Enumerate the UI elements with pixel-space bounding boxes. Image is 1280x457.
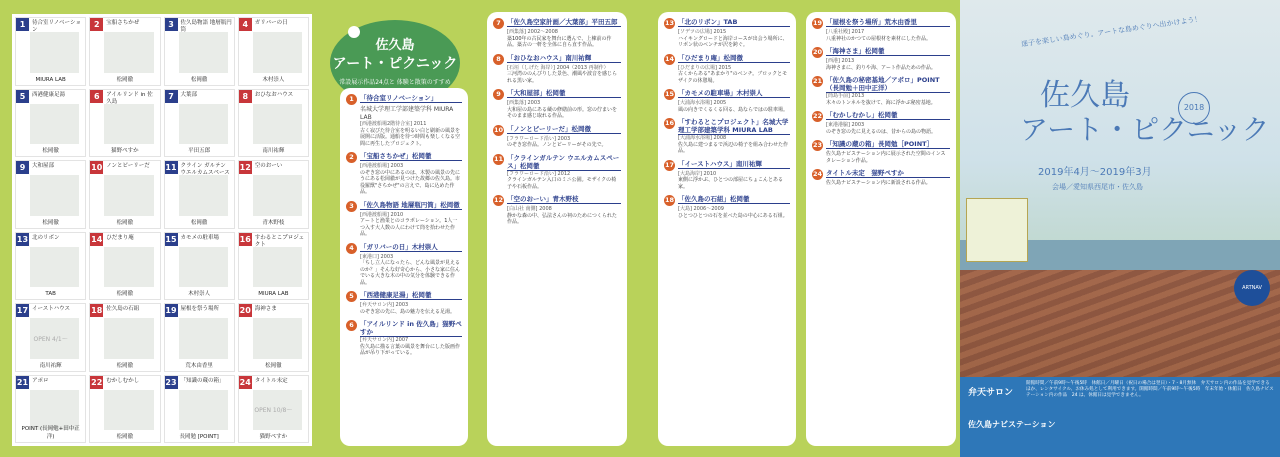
artwork-entry (812, 140, 950, 164)
artwork-number: 6 (90, 90, 103, 103)
entry-location: [東港港脇] 2003 (826, 122, 865, 128)
entry-title: 「おひなおハウス」南川祐輝 (507, 54, 621, 63)
artwork-entry (812, 76, 950, 106)
entry-number: 10 (493, 125, 504, 134)
entry-header (493, 154, 621, 171)
entry-description: 佐久島に建つまるで浜辺の椅子を組み合わせた作品。 (678, 141, 788, 154)
grid-cell (15, 375, 86, 444)
entry-location: [石垣（しげた 海岸）] 2004（2013 再制作） (507, 64, 609, 71)
entry-title: 「海神さま」松岡徹 (826, 47, 950, 56)
artwork-thumbnail (104, 175, 153, 216)
entry-header (346, 291, 462, 302)
artist-name: 松岡徹 (116, 219, 134, 226)
entry-number: 13 (664, 19, 675, 27)
entry-header (346, 243, 462, 254)
wooden-bridge-photo (960, 270, 1280, 380)
artist-name: 松岡徹 (116, 291, 134, 297)
artist-name: 松岡徹 (190, 76, 208, 83)
entry-header (493, 54, 621, 65)
artwork-thumbnail (30, 247, 79, 288)
artwork-name: 待合室リノベーション (32, 20, 81, 33)
entry-description: のぞき窓の先に、島の魅力を伝える足湯。 (360, 308, 456, 315)
entry-location: [西集落] 2002～2008 (507, 29, 558, 35)
entry-number: 18 (664, 196, 675, 204)
entry-title: 「すわるとこプロジェクト」名城大学理工学部建築学科 MIURA LAB (678, 118, 789, 134)
grid-cell (89, 375, 160, 444)
grid-cell (238, 303, 309, 372)
entry-title: 「むかしむかし」松岡徹 (826, 111, 950, 120)
entry-number: 22 (812, 112, 823, 120)
artwork-thumbnail (179, 104, 228, 145)
artist-name: 青木野枝 (262, 219, 285, 226)
grid-cell (238, 89, 309, 158)
entry-header (346, 201, 462, 212)
entry-description: アートと漁業とのコラボレーション。1人一つ入す大人数の人にわけて筒を拾わせた作品。 (360, 218, 458, 237)
artist-name: 猫野ぺすか (259, 434, 288, 440)
entry-header (664, 118, 790, 135)
artist-name: 木村崇人 (262, 76, 285, 83)
artwork-entry (493, 54, 621, 85)
entry-title: 「北のリボン」TAB (678, 18, 790, 27)
entry-description: のぞき窓の先に見えるのは、昔からの島の物語。 (826, 128, 937, 135)
entry-title: 「宝船さちかぜ」松岡徹 (360, 152, 462, 161)
grid-cell (89, 89, 160, 158)
artwork-entry (812, 18, 950, 42)
grid-cell (164, 89, 235, 158)
entry-description: 「ちし立人になったら、どんな風景が見えるのか？」そんな好奇心から、小さな家に住んでいる大きな木の中の気分を体験できる作品。 (360, 260, 461, 286)
entry-location: [筒島手前] 2013 (826, 93, 865, 99)
entry-description: のぞき窓作品。ノンとピーリーがその先で。 (507, 142, 607, 148)
entry-number: 9 (493, 89, 504, 100)
grid-cell (89, 160, 160, 229)
entry-title: 「佐久島物語 地層瓶円筒」松岡徹 (360, 201, 462, 210)
entry-number: 17 (664, 160, 675, 169)
entry-description: のぞき窓の中にあるのは、木製の風景の先にうにある松岡徹が見つけた故郷の佐久島。市役羅獣"さちかぜ"の言えで、島に込めた作品。 (360, 169, 461, 195)
entry-title: 「待合室リノベーション」 (360, 94, 462, 103)
entry-description: 三河湾ののんびりした景色、潮風や波音を感じられる黒い家。 (507, 71, 618, 84)
artwork-entry (664, 160, 790, 191)
artwork-entry (664, 118, 790, 155)
artwork-entry (346, 320, 462, 357)
logo-line2: アート・ピクニック (332, 56, 458, 72)
entry-description: 築100年の古民家を舞台に選んで、上棟前の作品。築古の一軒を全体に自ら直す作品。 (507, 35, 612, 48)
artist-name: 松岡徹 (116, 362, 134, 369)
entry-location: [八重社殿] 2017 (826, 29, 865, 35)
artwork-thumbnail (104, 318, 153, 359)
artwork-number: 21 (16, 377, 29, 387)
description-panel-4 (806, 12, 956, 446)
logo-line1: 佐久島 (375, 38, 415, 53)
artwork-number: 3 (165, 18, 178, 31)
artwork-number: 1 (16, 18, 29, 31)
artwork-name: アイルリンド in 佐久島 (106, 91, 153, 105)
artwork-name: 宝船さちかぜ (106, 20, 140, 26)
artist-name: MIURA LAB (258, 291, 289, 297)
entry-location: [大浦海水浴場] 2008 (678, 135, 727, 141)
entry-description: クラインガルテン入口のミニ公園。モザイクの椅子や石板作品。 (507, 177, 617, 190)
entry-number: 19 (812, 19, 823, 27)
entry-title: 「西港健康足湯」松岡徹 (360, 291, 462, 300)
entry-number: 12 (493, 196, 504, 204)
artwork-thumbnail (30, 175, 79, 216)
artwork-thumbnail (253, 247, 302, 288)
entry-number: 5 (346, 291, 357, 302)
entry-header (812, 18, 950, 29)
artist-name: 猫野ぺすか (111, 148, 139, 154)
entry-title: 「佐久島の石組」松岡徹 (678, 195, 790, 204)
entry-title: 「イーストハウス」南川祐輝 (678, 160, 790, 169)
artwork-number: 10 (91, 163, 103, 172)
artwork-entry (346, 152, 462, 196)
artwork-thumbnail (253, 104, 302, 145)
entry-number: 11 (493, 154, 504, 163)
artwork-name: クライン ガルテン ウエルカムスペース (180, 163, 230, 176)
cover-footer (960, 377, 1280, 457)
entry-description: 風の向きでくるくる回る、島ならではの駐車場。 (678, 106, 788, 113)
entry-title: 「佐久島空家計画／大葉部」平田五郎 (507, 18, 621, 27)
artwork-number: 11 (165, 163, 177, 172)
artwork-thumbnail (253, 318, 302, 359)
artwork-entry (664, 54, 790, 85)
artwork-thumbnail (253, 32, 302, 73)
entry-location: [西港渡船場2階待合室] 2011 (360, 121, 427, 127)
cover-info-text: 開館時間／午前9時～午後5時 休館日／月曜日（祝日の場合は翌日）・7・8月無休 弁天サロン内の作品を見学できるほか、レンタサイクル、お休み処として利用できます。開館時間／午前9時～午後5時 年末年始・休館日 佐久島ナビステーション内の作品 24 は、休館日は見学できません。 (1026, 381, 1274, 399)
artwork-number: 14 (91, 234, 103, 244)
artwork-entry (812, 111, 950, 135)
entry-description: 大和屋の島にある蔵の修繕前の形。窓の佇まいをそのまま感じ取れる作品。 (507, 106, 618, 119)
artwork-thumbnail (179, 318, 228, 359)
artwork-number: 24 (239, 377, 251, 387)
artwork-number: 2 (90, 18, 103, 31)
artwork-thumbnail (179, 175, 228, 216)
artwork-entry (493, 195, 621, 226)
artwork-name: カモメの駐車場 (180, 234, 220, 241)
artwork-name: 佐久島物語 地層瓶円筒 (180, 20, 232, 33)
artwork-entry (493, 18, 621, 49)
cover-title-2: アート・ピクニック (1020, 113, 1270, 146)
entry-number: 16 (664, 119, 675, 127)
artwork-thumbnail (104, 32, 153, 73)
artnav-logo: ARTNAV (1234, 270, 1270, 306)
artwork-number: 16 (239, 234, 251, 244)
grid-cell (89, 232, 160, 301)
entry-number: 14 (664, 54, 675, 63)
entry-artist: 名城大学理工学部建築学科 MIURA LAB (360, 106, 454, 121)
entry-location: [弁天サロン内] 2003 (360, 302, 409, 308)
entry-number: 7 (493, 18, 504, 29)
artwork-name: アポロ (32, 377, 49, 384)
cover-panel (960, 0, 1280, 457)
artist-name: 松岡徹 (265, 362, 282, 369)
grid-cell (238, 375, 309, 444)
entry-header (812, 140, 950, 151)
open-note: OPEN 4/1～ (33, 335, 68, 343)
entry-number: 3 (346, 201, 357, 212)
entry-description: ハイキングロードと海岸コースが出会う場所に、リボン状のベンチが沢を跨ぐ。 (678, 35, 788, 48)
artwork-number: 9 (16, 161, 29, 174)
entry-location: [フラワーロード沿い] 2012 (507, 170, 571, 177)
cover-subtitle: 迷子を楽しい島めぐり。アートな島めぐりへ出かけよう！ (1020, 15, 1202, 49)
entry-number: 20 (812, 48, 823, 56)
artwork-entry (346, 94, 462, 147)
entry-location: [大島] 2006～2009 (678, 206, 724, 212)
artwork-entry (346, 243, 462, 287)
entry-title: 「ガリバーの日」木村崇人 (360, 243, 462, 252)
grid-cell (15, 303, 86, 372)
entry-header (812, 76, 950, 93)
entry-number: 21 (812, 77, 823, 85)
cover-dates: 2019年4月～2019年3月 (1038, 167, 1152, 178)
entry-header (812, 47, 950, 58)
cover-title-1: 佐久島 (1040, 78, 1130, 113)
artwork-name: タイトル未定 (254, 377, 288, 384)
artwork-thumbnail (179, 247, 228, 288)
artwork-number: 12 (239, 163, 251, 172)
artist-name: 南川祐輝 (39, 362, 62, 369)
entry-header (664, 89, 790, 100)
grid-cell (238, 160, 309, 229)
artwork-grid (12, 14, 312, 446)
grid-cell (89, 17, 160, 86)
entry-description: 東側に浮かぶ、ひとつの部屋にちょこんとある家。 (678, 177, 784, 190)
artwork-entry (493, 89, 621, 120)
grid-cell (89, 303, 160, 372)
grid-cell (164, 232, 235, 301)
artwork-number: 17 (16, 306, 29, 315)
artwork-number: 20 (239, 306, 251, 315)
artwork-name: すわるとこプロジェクト (254, 234, 305, 248)
artwork-number: 8 (239, 90, 252, 103)
artwork-name: 空のおーい (254, 163, 283, 169)
map-sign-photo (966, 198, 1028, 262)
artwork-name: 佐久島の石組 (106, 306, 140, 312)
entry-number: 2 (346, 152, 357, 163)
entry-title: 「ノンとピーリーだ」松岡徹 (507, 125, 621, 134)
artist-name: 長岡勉 [POINT] (179, 434, 219, 440)
artwork-name: 屋根を祭う場所 (180, 306, 220, 312)
artist-name: 松岡徹 (42, 219, 59, 226)
artist-name: 松岡徹 (116, 434, 134, 440)
entry-location: [ひだまりの広場] 2015 (678, 64, 732, 71)
entry-title: 「カモメの駐車場」木村崇人 (678, 89, 790, 98)
entry-header (493, 89, 621, 100)
artwork-name: ひだまり庵 (106, 234, 134, 241)
entry-header (346, 320, 462, 337)
artwork-thumbnail (179, 390, 228, 431)
artwork-name: 大和屋部 (32, 163, 55, 169)
entry-title: 「佐久島の秘密基地／アポロ」POINT（長岡勉＋田中正洋） (826, 76, 950, 93)
artwork-name: イーストハウス (32, 306, 70, 312)
entry-header (346, 152, 462, 163)
artist-name: 木村崇人 (188, 291, 211, 297)
entry-location: [大島海岸] 2010 (678, 170, 717, 177)
entry-number: 6 (346, 320, 357, 331)
grid-cell (15, 89, 86, 158)
artwork-number: 15 (165, 234, 177, 244)
artwork-name: ガリバーの日 (254, 20, 288, 26)
description-panel-1 (340, 88, 468, 446)
artwork-number: 4 (239, 18, 252, 31)
entry-description: 八重神社のかつての屋根材を素材にした作品。 (826, 35, 932, 42)
entry-header (664, 160, 790, 171)
artist-name: 荒木由香里 (185, 362, 213, 369)
artwork-entry (346, 201, 462, 238)
entry-location: [ソデツの広場] 2015 (678, 29, 727, 35)
entry-title: 「アイルリンド in 佐久島」猫野ぺすか (360, 320, 462, 336)
entry-number: 8 (493, 54, 504, 65)
artist-name: MIURA LAB (35, 76, 66, 83)
artwork-thumbnail (30, 104, 79, 145)
artwork-entry (664, 18, 790, 49)
artist-name: 平田五郎 (188, 148, 211, 154)
artwork-name: むかしむかし (106, 377, 140, 384)
artwork-number: 19 (165, 306, 177, 315)
entry-title: 「ひだまり庵」松岡徹 (678, 54, 790, 63)
artwork-thumbnail (104, 247, 153, 288)
logo-line3: 常設展示作品24点と 体験と散策のすすめ (339, 79, 451, 86)
grid-cell (15, 232, 86, 301)
artwork-name: 北のリボン (32, 234, 60, 241)
entry-title: 「屋根を祭う場所」荒木由香里 (826, 18, 950, 27)
artwork-number: 23 (165, 377, 177, 387)
artwork-thumbnail (179, 32, 228, 73)
entry-number: 23 (812, 141, 823, 149)
entry-title: 「知識の蔵の箱」長岡勉［POINT］ (826, 140, 950, 149)
entry-number: 15 (664, 90, 675, 98)
artwork-name: 「知識の蔵の箱」 (180, 377, 225, 384)
artwork-name: ノンとピーリーだ (106, 163, 150, 169)
entry-location: [西港渡船場] 2003 (360, 163, 404, 169)
artwork-entry (493, 154, 621, 191)
artist-name: POINT (長岡勉+田中正洋) (21, 426, 80, 440)
entry-description: 静かな森の中、弘法さんの祠のためにつくられた作品。 (507, 212, 617, 225)
grid-cell (164, 160, 235, 229)
open-note: OPEN 10/8～ (254, 407, 293, 415)
grid-cell (164, 375, 235, 444)
entry-location: [東港口] 2003 (360, 253, 394, 260)
artwork-name: おひなおハウス (254, 91, 294, 98)
artwork-number: 13 (16, 234, 29, 244)
artwork-name: 西港健康足湯 (32, 91, 66, 98)
entry-header (493, 18, 621, 29)
entry-header (493, 125, 621, 136)
entry-location: [白山社 南側] 2008 (507, 206, 552, 212)
artist-name: TAB (45, 291, 56, 297)
entry-header (664, 54, 790, 65)
grid-cell (15, 160, 86, 229)
entry-title: 「大和屋部」松岡徹 (507, 89, 621, 98)
entry-number: 4 (346, 243, 357, 254)
artwork-entry (664, 195, 790, 219)
seagull-icon (348, 26, 360, 38)
entry-description: 佐久島ナビステーション内に新設される作品。 (826, 180, 931, 186)
grid-cell (164, 303, 235, 372)
artwork-name: 大葉部 (180, 91, 198, 98)
entry-location: [西集落] 2003 (507, 100, 541, 106)
entry-title: 「クラインガルテン ウエルカムスペース」松岡徹 (507, 153, 620, 170)
description-panel-3 (658, 12, 796, 446)
entry-description: 古くからある"あまかり"のベンチ。ブロックとモザイクの休憩場。 (678, 71, 788, 84)
artwork-number: 18 (91, 306, 103, 315)
entry-description: 佐久島ナビステーション内に展示された空間のインスタレーション作品。 (826, 151, 946, 164)
artwork-thumbnail (30, 32, 79, 73)
artist-name: 南川祐輝 (262, 148, 285, 154)
grid-cell (238, 17, 309, 86)
entry-description: ひとつひとつの石を並べた島の中心にある石組。 (678, 212, 788, 219)
entry-title: 「空のおーい」青木野枝 (507, 195, 621, 204)
entry-header (812, 111, 950, 122)
entry-header (346, 94, 462, 105)
artwork-thumbnail (253, 175, 302, 216)
artwork-thumbnail (104, 390, 153, 431)
entry-location: [西港渡船場] 2010 (360, 211, 404, 218)
artwork-number: 5 (16, 90, 29, 103)
artwork-entry (664, 89, 790, 113)
entry-header (812, 169, 950, 180)
grid-cell (164, 17, 235, 86)
artwork-number: 22 (91, 377, 103, 387)
artwork-thumbnail (104, 104, 153, 145)
entry-header (664, 195, 790, 206)
artist-name: 松岡徹 (42, 148, 59, 154)
description-panel-2 (487, 12, 627, 446)
entry-header (493, 195, 621, 206)
entry-header (664, 18, 790, 29)
entry-location: [西港] 2013 (826, 58, 855, 64)
entry-number: 24 (812, 170, 823, 178)
entry-description: 木々のトンネルを抜けて、海に浮かぶ秘密基地。 (826, 99, 936, 106)
navi-station-logo: 佐久島ナビステーション (968, 420, 1056, 429)
entry-description: 佐久島に描る言葉の風景を舞台にした版画作品が吊り下がっている。 (360, 343, 461, 356)
benten-salon-logo: 弁天サロン (968, 388, 1014, 398)
entry-location: [大浦海水浴場] 2005 (678, 100, 727, 106)
entry-description: 古く寂びた待合室を明るい白と刷新の風景を展開に活版。通船を待つ時間も楽しくなる空間に再生したプロジェクト。 (360, 127, 461, 147)
artwork-entry (346, 291, 462, 315)
entry-location: [弁天サロン内] 2007 (360, 337, 409, 343)
entry-location: [フラワーロード沿い] 2003 (507, 135, 571, 142)
artwork-name: 海神さま (254, 306, 277, 312)
grid-cell (238, 232, 309, 301)
artist-name: 松岡徹 (190, 219, 208, 226)
artwork-entry (493, 125, 621, 149)
cover-year: 2018 (1178, 92, 1210, 124)
artwork-number: 7 (165, 90, 178, 103)
entry-number: 1 (346, 94, 357, 105)
entry-description: 海神さまに、釣りや海、アート作品ための作品。 (826, 64, 936, 71)
artist-name: 松岡徹 (116, 76, 134, 83)
grid-cell (15, 17, 86, 86)
entry-title: タイトル未定 猫野ぺすか (826, 169, 950, 178)
artwork-entry (812, 169, 950, 187)
cover-venue: 会場／愛知県西尾市・佐久島 (1052, 183, 1143, 191)
artwork-entry (812, 47, 950, 71)
